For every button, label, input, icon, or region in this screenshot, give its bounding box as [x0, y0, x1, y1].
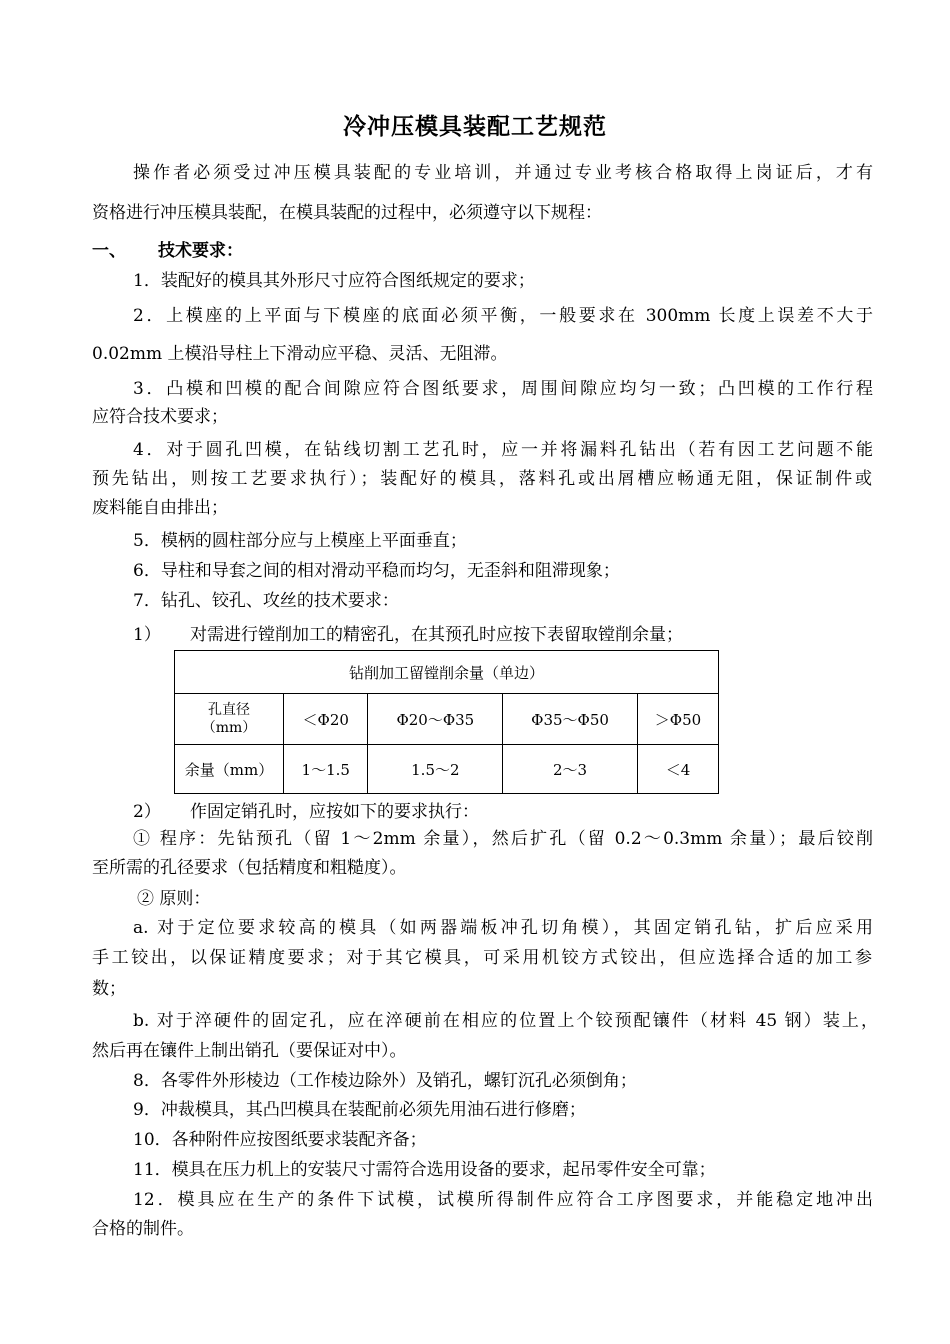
- table-header-range-3: Φ35～Φ50: [503, 694, 638, 745]
- principle-b-line-1: b. 对于淬硬件的固定孔，应在淬硬前在相应的位置上个铰预配镶件（材料 45 钢）装上，: [133, 1011, 878, 1031]
- diameter-label: 孔直径: [208, 702, 250, 718]
- sub-item-1-text: 对需进行镗削加工的精密孔，在其预孔时应按下表留取镗削余量；: [190, 625, 683, 645]
- principle-a-line-1: a. 对于定位要求较高的模具（如两器端板冲孔切角模），其固定销孔钻，扩后应采用: [133, 918, 873, 938]
- procedure-line-2: 至所需的孔径要求（包括精度和粗糙度）。: [92, 858, 407, 878]
- item-3-line-2: 应符合技术要求；: [92, 407, 228, 427]
- item-1: 1．装配好的模具其外形尺寸应符合图纸规定的要求；: [133, 271, 535, 291]
- table-cell: 1.5～2: [368, 745, 503, 794]
- item-6: 6．导柱和导套之间的相对滑动平稳而均匀，无歪斜和阻滞现象；: [133, 561, 620, 581]
- principle-heading: ② 原则：: [137, 889, 211, 909]
- item-12-line-1: 12．模具应在生产的条件下试模，试模所得制件应符合工序图要求，并能稳定地冲出: [133, 1190, 873, 1210]
- section-number: 一、: [92, 241, 126, 261]
- procedure-line-1: ① 程序：先钻预孔（留 1～2mm 余量），然后扩孔（留 0.2～0.3mm 余量）；最后铰削: [133, 829, 873, 849]
- table-header-range-2: Φ20～Φ35: [368, 694, 503, 745]
- table-cell: 2～3: [503, 745, 638, 794]
- intro-line-2: 资格进行冲压模具装配，在模具装配的过程中，必须遵守以下规程：: [92, 203, 602, 223]
- table-cell: ＜4: [637, 745, 718, 794]
- principle-a-line-3: 数；: [92, 979, 126, 999]
- item-11: 11．模具在压力机上的安装尺寸需符合选用设备的要求，起吊零件安全可靠；: [133, 1160, 716, 1180]
- diameter-unit: （mm）: [201, 720, 257, 736]
- table-header-diameter: [175, 694, 284, 745]
- item-10: 10．各种附件应按图纸要求装配齐备；: [133, 1130, 427, 1150]
- item-5: 5．模柄的圆柱部分应与上模座上平面垂直；: [133, 531, 467, 551]
- item-12-line-2: 合格的制件。: [92, 1219, 194, 1239]
- principle-b-line-2: 然后再在镶件上制出销孔（要保证对中）。: [92, 1041, 407, 1061]
- table-row-label: 余量（mm）: [175, 745, 284, 794]
- principle-a-line-2: 手工铰出，以保证精度要求；对于其它模具，可采用机铰方式铰出，但应选择合适的加工参: [92, 948, 872, 968]
- item-7: 7．钻孔、铰孔、攻丝的技术要求：: [133, 591, 399, 611]
- sub-item-1-number: 1）: [133, 625, 161, 645]
- item-2-line-2: 0.02mm 上模沿导柱上下滑动应平稳、灵活、无阻滞。: [92, 344, 508, 364]
- section-heading: 技术要求：: [158, 241, 243, 261]
- allowance-table: [174, 650, 719, 794]
- item-4-line-3: 废料能自由排出；: [92, 498, 228, 518]
- item-9: 9．冲裁模具，其凸凹模具在装配前必须先用油石进行修磨；: [133, 1100, 586, 1120]
- table-header-range-4: ＞Φ50: [637, 694, 718, 745]
- item-4-line-1: 4．对于圆孔凹模，在钻线切割工艺孔时，应一并将漏料孔钻出（若有因工艺问题不能: [133, 440, 873, 460]
- table-header-range-1: ＜Φ20: [284, 694, 368, 745]
- item-4-line-2: 预先钻出，则按工艺要求执行）；装配好的模具，落料孔或出屑槽应畅通无阻，保证制件或: [92, 469, 872, 489]
- table-caption: 钻削加工留镗削余量（单边）: [175, 651, 719, 694]
- sub-item-2-number: 2）: [133, 802, 161, 822]
- sub-item-2-text: 作固定销孔时，应按如下的要求执行：: [190, 802, 479, 822]
- intro-line-1: 操作者必须受过冲压模具装配的专业培训，并通过专业考核合格取得上岗证后，才有: [133, 163, 873, 183]
- item-3-line-1: 3．凸模和凹模的配合间隙应符合图纸要求，周围间隙应均匀一致；凸凹模的工作行程: [133, 379, 873, 399]
- item-8: 8．各零件外形棱边（工作棱边除外）及销孔，螺钉沉孔必须倒角；: [133, 1071, 637, 1091]
- table-cell: 1～1.5: [284, 745, 368, 794]
- item-2-line-1: 2．上模座的上平面与下模座的底面必须平衡，一般要求在 300mm 长度上误差不大于: [133, 306, 873, 326]
- document-title: 冷冲压模具装配工艺规范: [343, 113, 607, 140]
